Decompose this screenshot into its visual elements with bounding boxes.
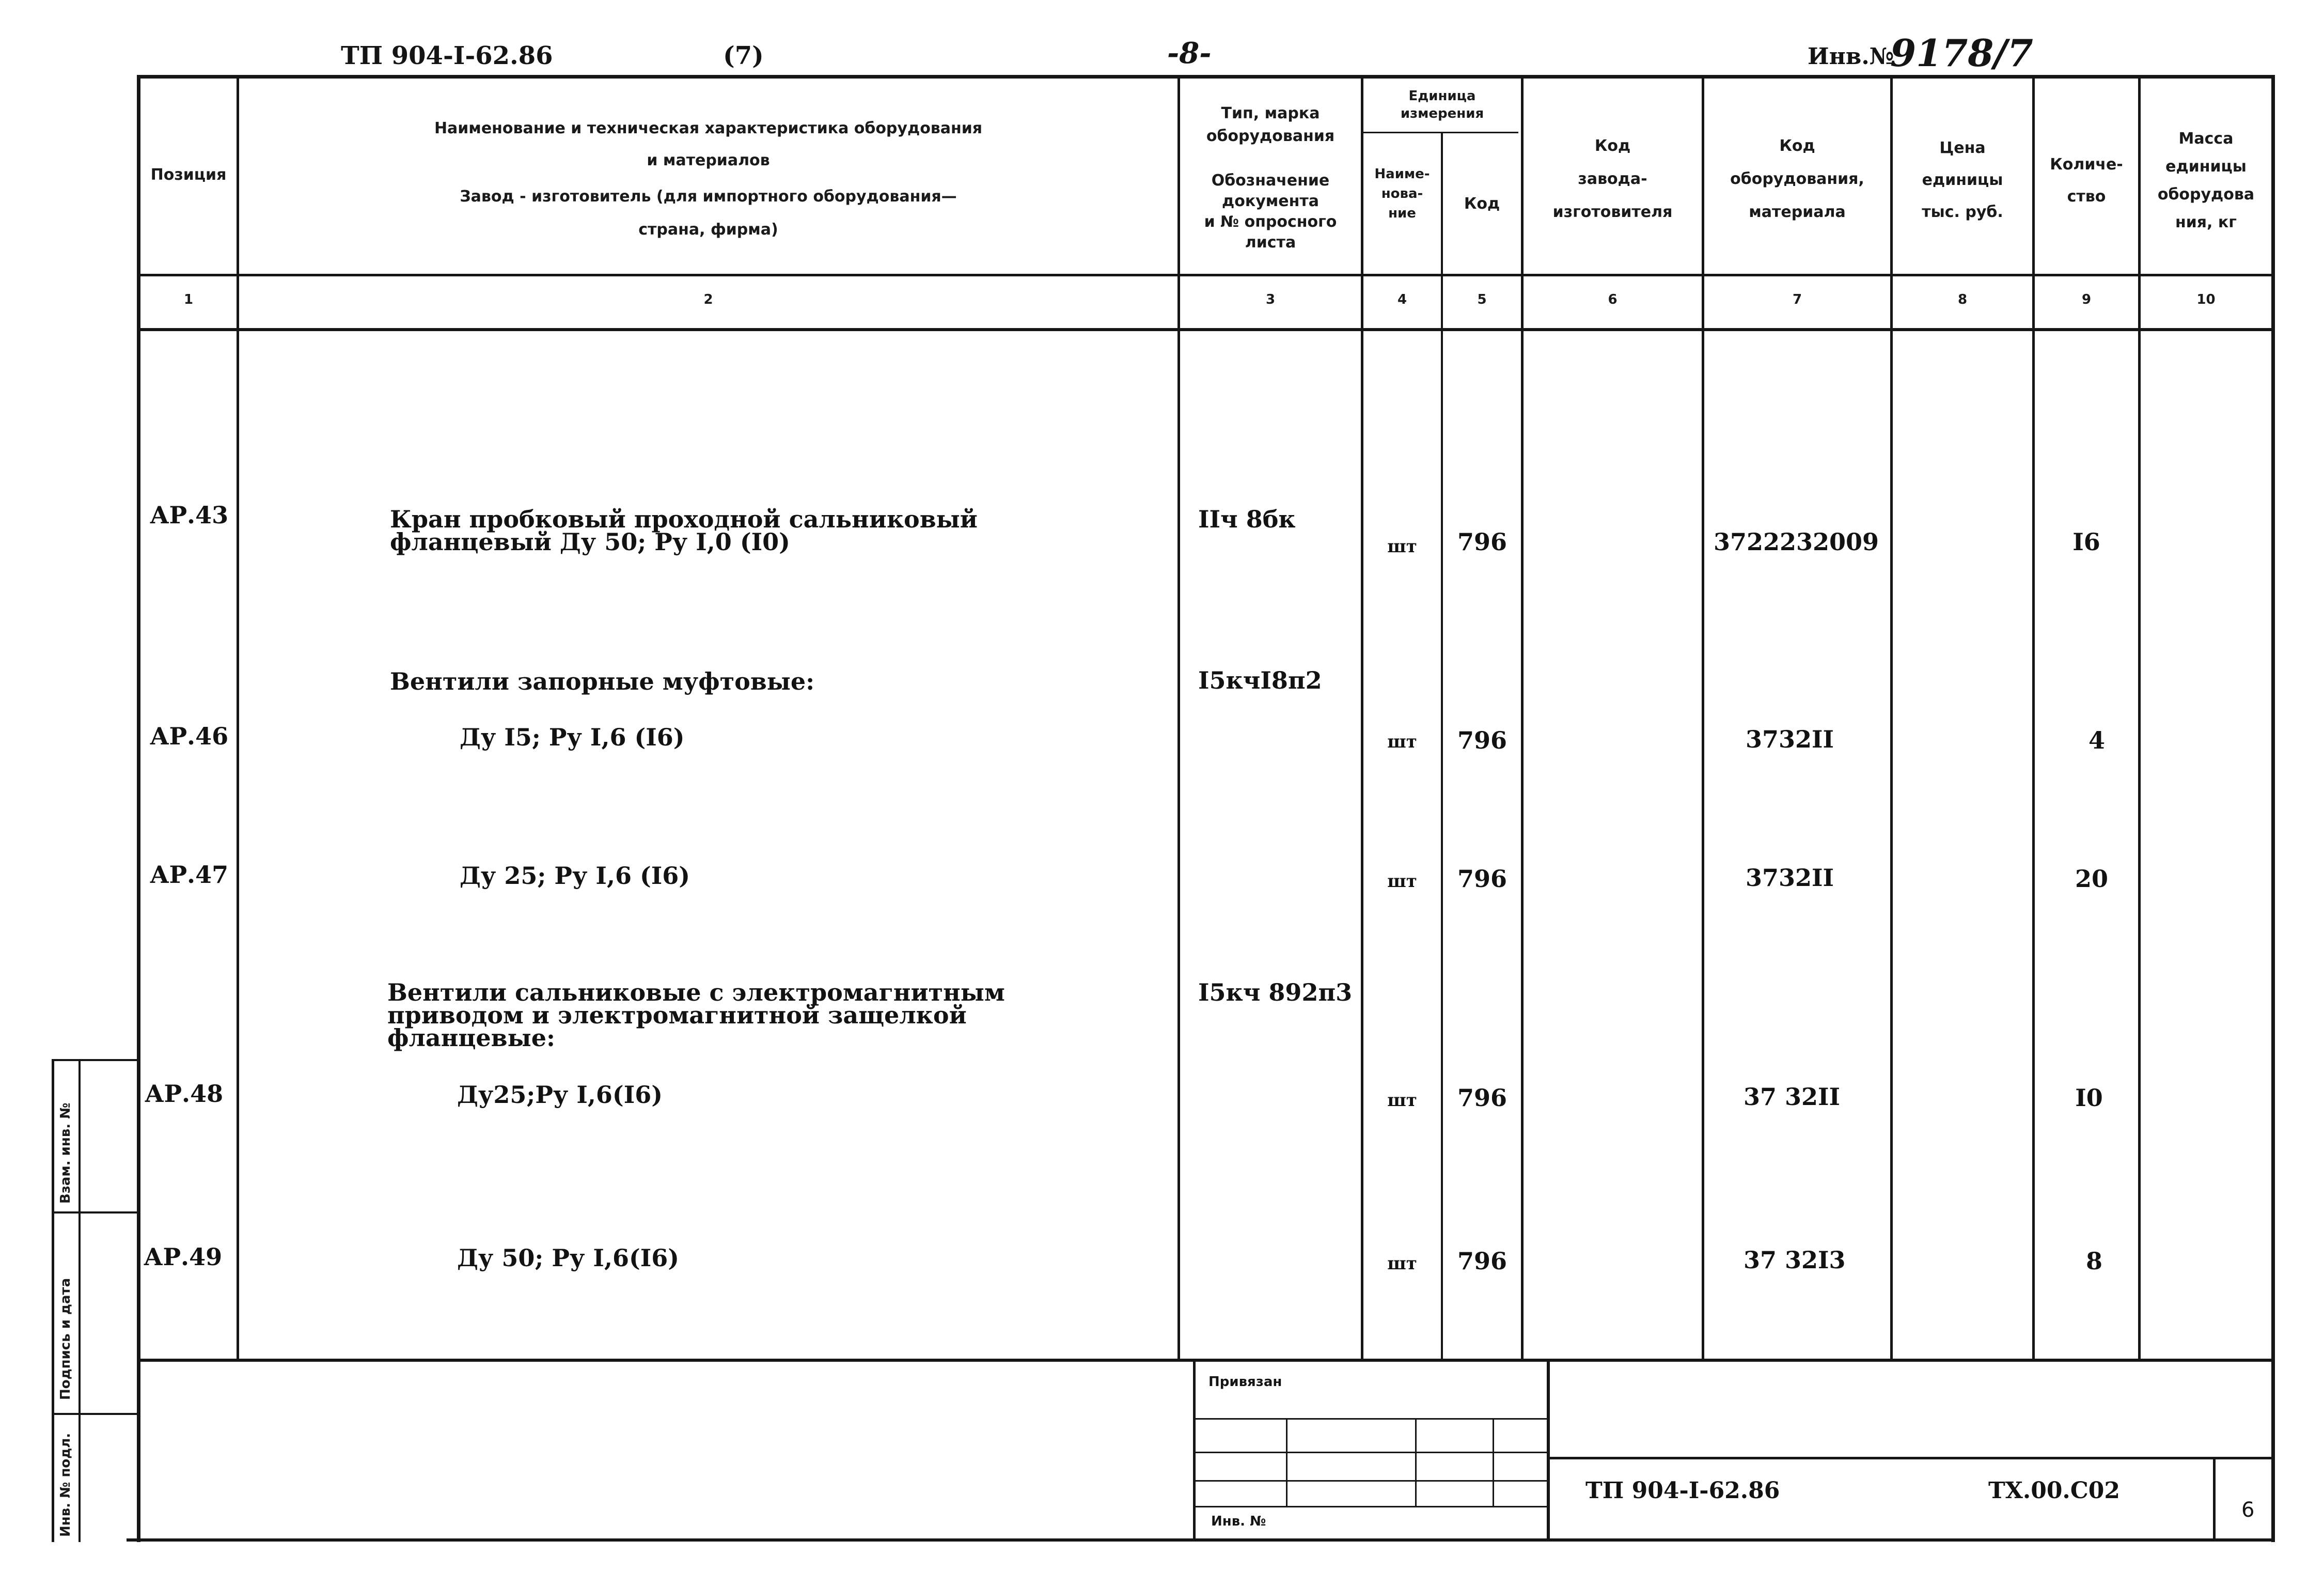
col-number: 10 [2196,292,2216,307]
header-position: Позиция [150,166,227,184]
header-factory-code-line1: Код [1594,137,1631,155]
frame-left-border [137,75,140,1542]
header-type-line6: листа [1245,234,1296,252]
equip-code-cell: 37 32I3 [1744,1246,1846,1274]
unit-cell: шт [1387,1090,1417,1111]
qty-cell: 8 [2085,1247,2102,1275]
header-mass-line3: оборудова [2157,185,2255,204]
col-number: 8 [1957,292,1968,307]
doc-code-top: ТП 904-I-62.86 [341,41,553,70]
col-number: 3 [1265,292,1276,307]
col-number: 2 [703,292,713,307]
unit-code-cell: 796 [1457,726,1508,754]
side-stamp-line [52,1211,139,1213]
item-name-line1: Кран пробковый проходной сальниковый [390,505,978,533]
col-divider-7 [1890,75,1893,1361]
header-price-line1: Цена [1939,139,1986,157]
header-unit-line1: Единица [1408,88,1476,104]
header-price-line3: тыс. руб. [1922,203,2003,221]
qty-cell: 4 [2088,726,2105,754]
header-unit-line2: измерения [1400,106,1484,121]
unit-code-cell: 796 [1457,528,1508,556]
header-unit-code: Код [1464,195,1500,213]
header-name-line3: Завод - изготовитель (для импортного оборудования— [460,188,957,206]
col-divider-4 [1441,133,1443,1361]
unit-cell: шт [1387,871,1417,892]
stamp-grid-line [1196,1480,1547,1482]
inventory-number: 9178/7 [1890,31,2033,75]
item-name-line1: Ду25;Ру I,6(I6) [457,1081,663,1109]
group-heading-line1: Вентили сальниковые с электромагнитным [387,978,1005,1006]
header-type-line4: документа [1222,192,1319,210]
header-bottom-border [137,274,2275,276]
title-doc-code: ТП 904-I-62.86 [1585,1477,1780,1504]
stamp-grid-line [1493,1418,1494,1507]
item-name-line1: Ду 50; Ру I,6(I6) [457,1244,680,1272]
stamp-grid-line [1286,1418,1287,1507]
header-qty-line2: ство [2067,188,2106,206]
header-unit-name-line3: ние [1388,206,1416,221]
colnum-bottom-border [137,328,2275,331]
stamp-inv-label: Инв. № [1211,1514,1266,1529]
position-cell: АР.46 [150,722,229,750]
col-number: 6 [1608,292,1618,307]
group-type-cell: I5кч 892п3 [1198,978,1353,1006]
group-type-cell: I5кчI8п2 [1198,666,1322,694]
header-mass-line1: Масса [2178,130,2234,148]
col-divider-1 [237,75,239,1361]
header-unit-name-line2: нова- [1381,186,1423,201]
header-equip-code-line3: материала [1749,203,1846,221]
position-cell: АР.48 [145,1080,224,1108]
item-name-line1: Ду I5; Ру I,6 (I6) [460,723,685,751]
unit-code-cell: 796 [1457,1247,1508,1275]
col-divider-3 [1361,75,1363,1361]
unit-code-cell: 796 [1457,865,1508,893]
qty-cell: 20 [2075,865,2108,893]
side-label-signature-date: Подпись и дата [58,1278,73,1400]
sheet-paren: (7) [723,41,764,70]
header-name-line2: и материалов [647,151,770,169]
stamp-grid-line [1196,1506,1547,1507]
stamp-grid-line [1415,1418,1417,1507]
frame-right-border [2271,75,2275,1542]
group-heading: Вентили запорные муфтовые: [390,667,815,695]
header-type-line1: Тип, марка [1221,104,1320,122]
header-unit-name-line1: Наиме- [1374,166,1430,182]
unit-code-cell: 796 [1457,1084,1508,1112]
inventory-label: Инв.№ [1808,43,1894,70]
side-stamp-left-border [52,1059,54,1542]
title-block-sheet-divider [2213,1459,2216,1539]
unit-cell: шт [1387,536,1417,557]
col-number: 7 [1792,292,1802,307]
equip-code-cell: 3732II [1746,725,1834,753]
header-mass-line4: ния, кг [2175,213,2237,231]
col-number: 1 [183,292,194,307]
equip-code-cell: 37 32II [1744,1083,1841,1111]
qty-cell: I0 [2075,1084,2103,1112]
table-top-border [137,75,2275,79]
unit-cell: шт [1387,1253,1417,1274]
col-divider-5 [1521,75,1524,1361]
group-heading-line2: приводом и электромагнитной защелкой [387,1001,967,1029]
col-number: 4 [1397,292,1407,307]
col-divider-9 [2138,75,2141,1361]
side-label-replaced-inv: Взам. инв. № [58,1102,73,1204]
header-type-line2: оборудования [1206,127,1335,145]
col-number: 9 [2081,292,2092,307]
col-divider-2 [1177,75,1180,1361]
stamp-grid-line [1196,1418,1547,1420]
col-divider-8 [2032,75,2035,1361]
page-mark: -8- [1167,36,1212,70]
position-cell: АР.49 [144,1243,223,1271]
position-cell: АР.47 [150,861,229,889]
header-name-line4: страна, фирма) [638,221,778,239]
header-equip-code-line1: Код [1779,137,1815,155]
side-stamp-divider [78,1059,81,1542]
frame-bottom-border [127,1538,2275,1542]
header-type-line5: и № опросного [1204,213,1337,231]
title-block-divider [1550,1457,2271,1459]
header-type-line3: Обозначение [1211,172,1330,190]
group-heading-line3: фланцевые: [387,1024,555,1052]
side-label-original-inv: Инв. № подл. [58,1433,73,1537]
col-number: 5 [1477,292,1487,307]
item-name-line2: фланцевый Ду 50; Ру I,0 (I0) [390,528,790,556]
sheet-number: 6 [2241,1498,2255,1522]
header-price-line2: единицы [1922,171,2003,189]
side-stamp-line [52,1059,139,1061]
header-factory-code-line2: завода- [1578,170,1647,188]
header-mass-line2: единицы [2165,158,2247,176]
stamp-attached-right [1547,1362,1550,1542]
position-cell: АР.43 [150,501,229,529]
header-qty-line1: Количе- [2050,155,2123,174]
side-stamp-line [52,1413,139,1415]
title-sheet-code: ТХ.00.С02 [1988,1477,2120,1504]
item-name-line1: Ду 25; Ру I,6 (I6) [460,862,690,890]
equip-code-cell: 3732II [1746,864,1834,892]
equip-code-cell: 3722232009 [1714,528,1879,556]
type-cell: IIч 8бк [1198,505,1296,533]
table-bottom-border [137,1359,2275,1362]
header-name-line1: Наименование и техническая характеристика оборудования [434,119,983,137]
stamp-grid-line [1196,1452,1547,1453]
header-equip-code-line2: оборудования, [1730,170,1864,188]
col-divider-6 [1702,75,1704,1361]
unit-cell: шт [1387,732,1417,752]
stamp-attached-label: Привязан [1208,1374,1282,1390]
qty-cell: I6 [2072,528,2100,556]
header-factory-code-line3: изготовителя [1552,203,1673,221]
